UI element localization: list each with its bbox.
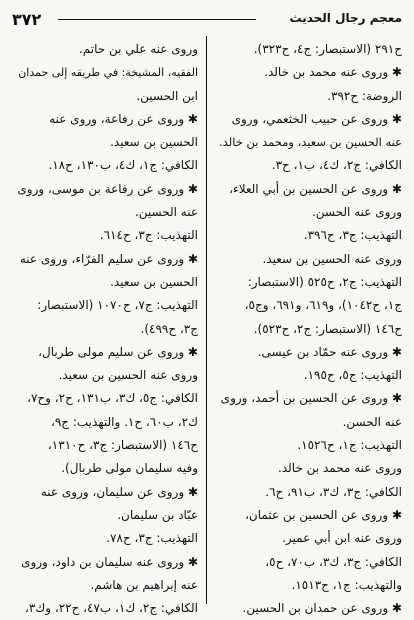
text-line: وفيه سليمان مولى طربال). — [61, 461, 198, 476]
text-line: ✱ وروى عن حمدان بن الحسين. — [242, 601, 402, 616]
text-line: وروى عنه الحسن. — [311, 205, 402, 220]
text-line: وروى عنه علي بن حاتم. — [78, 42, 198, 56]
text-line: التهذيب: ج٥، ح١٩٥. — [303, 368, 402, 383]
text-line: الكافي: ج١، ك٤، ب١٣٠، ح١٨. — [48, 158, 198, 173]
header-rule — [58, 19, 256, 20]
text-line: التهذيب: ج٣، ح٧٨. — [106, 531, 198, 546]
text-line: ح١٤٦ (الاستبصار: ج٣، ح١٣١٠، — [47, 438, 198, 453]
text-line: عنه الحسين. — [134, 205, 198, 220]
text-line: الكافي: ج٢، ك٤، ب١، ح٣. — [271, 158, 402, 173]
text-line: التهذيب: ج١، ح١٥٢٦. — [297, 438, 402, 453]
text-line: وروى عنه الحسين بن سعيد. — [58, 368, 198, 383]
text-line: ✱ وروى عن الحسين بن عثمان، — [245, 507, 402, 522]
text-line: وروى عنه ابن أبي عمير. — [282, 531, 402, 546]
page-number: ٣٧٢ — [12, 10, 42, 29]
text-line: التهذيب: ج٧، ح١٠٧٠ (الاستبصار: — [37, 298, 198, 313]
text-line: الروضة: ح٣٩٢. — [327, 88, 402, 103]
text-line: ✱ وروى عن سليم الفرّاء، وروى عنه — [19, 251, 198, 266]
text-line: التهذيب: ج٣، ح٣٩٦. — [303, 228, 402, 243]
text-line: والتهذيب: ج١، ح١٥١٣. — [291, 577, 402, 592]
text-line: التهذيب: ج٢، ح٥٢٥ (الاستبصار: — [247, 274, 402, 289]
text-line: عنه الحسين بن سعيد، ومحمد بن خالد. — [219, 135, 402, 150]
left-column — [12, 38, 198, 616]
text-line: ح١٤٦ (الاستبصار: ج٢، ح٥٢٣). — [253, 321, 402, 336]
text-line: ✱ وروى عن رفاعة بن موسى، وروى — [17, 181, 198, 196]
text-line: ✱ وروى عنه محمد بن خالد. — [264, 65, 402, 80]
text-line: عبّاد بن سليمان. — [117, 507, 198, 522]
text-line: التهذيب: ج٣، ح٦١٤. — [99, 228, 198, 243]
text-line: عنه إبراهيم بن هاشم. — [90, 577, 198, 592]
text-line: الحسين بن سعيد. — [110, 274, 198, 289]
text-line: ك٢، ب٦٠، ح١. والتهذيب: ج٩، — [50, 414, 198, 429]
text-line: ح٢٩١ (الاستبصار: ج٤، ح٣٢٣). — [253, 42, 402, 56]
text-line: ج٣، ح٤٩٩). — [140, 321, 198, 336]
text-line: ✱ وروى عن الحسين بن أبي العلاء، — [229, 181, 402, 196]
text-line: ابن الحسين. — [136, 88, 198, 103]
text-line: الكافي: ج٥، ك٣، ب١٣١، ح٢، وح٧، — [27, 391, 198, 406]
text-line: عنه الحسن. — [342, 414, 402, 429]
right-column — [218, 38, 402, 616]
text-line: الكافي: ج٣، ك٣، ب٩١، ح٦. — [265, 484, 402, 499]
book-title: معجم رجال الحديث — [289, 11, 402, 25]
text-line: ✱ وروى عن الحسين بن أحمد، وروى — [220, 391, 402, 406]
text-line: الحسين بن سعيد. — [110, 135, 198, 150]
text-line: ج١، ح١٠٤٢)، و٦١٩، و٦٩١، وج٥، — [244, 298, 402, 313]
text-line: وروى عنه الحسين بن سعيد. — [262, 251, 402, 266]
text-line: الكافي: ج٣، ك٣، ب٧٠، ح٥، — [265, 554, 402, 569]
text-line: ✱ وروى عن سليمان، وروى عنه — [40, 484, 198, 499]
text-line: وروى عنه محمد بن خالد. — [278, 461, 402, 476]
column-divider — [206, 36, 207, 604]
text-line: الكافي: ج٢، ك١، ب٤٧، ح٢٢، وك٣، — [24, 601, 198, 616]
text-line: ✱ وروى عنه حمّاد بن عيسى. — [257, 344, 402, 359]
text-line: ✱ وروى عن رفاعة، وروى عنه — [49, 111, 198, 126]
page-header — [12, 8, 402, 32]
text-line: ✱ وروى عن سليم مولى طربال، — [38, 344, 198, 359]
text-line: ✱ وروى عنه سليمان بن داود، وروى — [21, 554, 198, 569]
text-line: الفقيه، المشيخة: في طريقه إلى حمدان — [18, 66, 198, 80]
text-line: ✱ وروى عن حبيب الخثعمي، وروى — [231, 111, 402, 126]
